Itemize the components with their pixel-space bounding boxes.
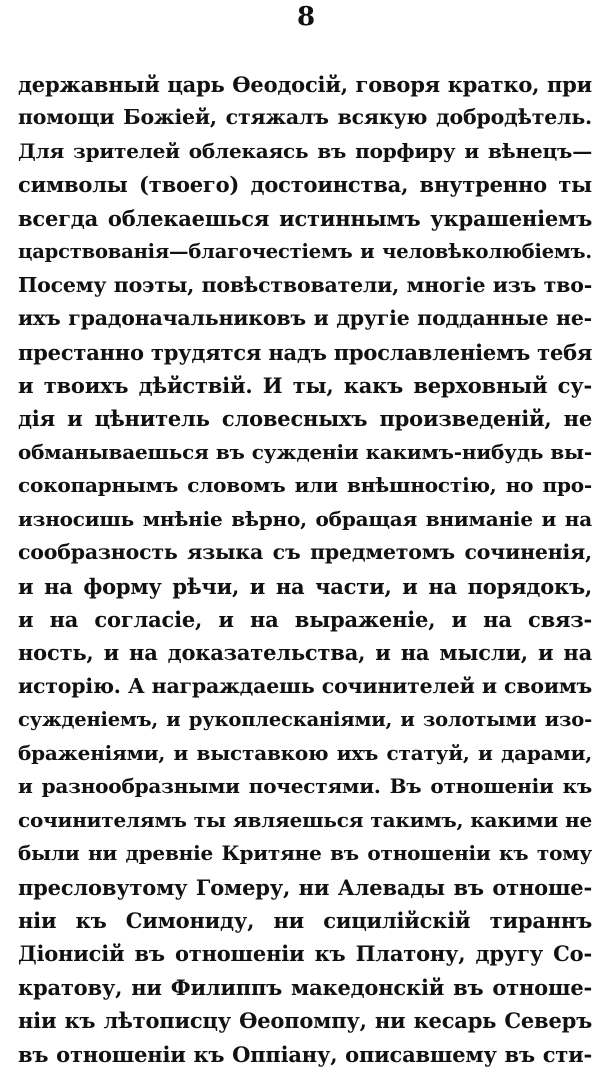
text-line: ніи къ лѣтописцу Өеопомпу, ни кесарь Северъ <box>18 1008 592 1034</box>
text-line: и на согласіе, и на выраженіе, и на связ- <box>18 607 592 632</box>
text-line: и разнообразными почестями. Въ отношеніи къ <box>18 774 592 799</box>
text-line: и твоихъ дѣйствій. И ты, какъ верховный су- <box>18 372 592 398</box>
text-line: ность, и на доказательства, и на мысли, и на <box>18 640 592 666</box>
text-line: исторію. А награждаешь сочинителей и своимъ <box>18 673 592 698</box>
text-line: сокопарнымъ словомъ или внѣшностію, но про- <box>18 473 592 498</box>
text-line: Для зрителей облекаясь въ порфиру и вѣнецъ— <box>18 138 592 163</box>
text-line: дія и цѣнитель словесныхъ произведеній, не <box>18 406 592 432</box>
text-line: ніи къ Симониду, ни сицилійскій тираннъ <box>18 907 592 933</box>
text-line: символы (твоего) достоинства, внутренно ты <box>18 172 592 198</box>
text-line: въ отношеніи къ Оппіану, описавшему въ сти- <box>18 1041 592 1067</box>
text-line: кратову, ни Филиппъ македонскій въ отноше- <box>18 974 592 1000</box>
text-line: Посему поэты, повѣствователи, многіе изъ твο- <box>18 272 592 297</box>
text-line: сужденіемъ, и рукоплесканіями, и золотыми изо- <box>18 708 592 732</box>
text-line: сообразность языка съ предметомъ сочиненія, <box>18 540 592 565</box>
page-text-body <box>18 68 592 1071</box>
text-line: державный царь Өеодосій, говоря кратко, при <box>18 72 592 97</box>
text-line: сочинителямъ ты являешься такимъ, какими не <box>18 807 592 832</box>
page-number: 8 <box>296 2 316 32</box>
text-line: помощи Божіей, стяжалъ всякую добродѣтель. <box>18 105 592 130</box>
text-line: престанно трудятся надъ прославленіемъ тебя <box>18 339 592 365</box>
text-line: и на форму рѣчи, и на части, и на порядокъ, <box>18 573 592 599</box>
text-line: царствованія—благочестіемъ и человѣколюбіемъ. <box>18 240 592 264</box>
text-line: браженіями, и выставкою ихъ статуй, и дарами, <box>18 740 592 765</box>
text-line: износишь мнѣніе вѣрно, обращая вниманіе и на <box>18 506 592 531</box>
text-line: обманываешься въ сужденіи какимъ-нибудь вы- <box>18 439 592 464</box>
text-line: пресловутому Гомеру, ни Алевады въ отноше- <box>18 874 592 900</box>
text-line: Діонисій въ отношеніи къ Платону, другу Со- <box>18 941 592 967</box>
text-line: всегда облекаешься истиннымъ украшеніемъ <box>18 205 592 231</box>
text-line: были ни древніе Критяне въ отношеніи къ тому <box>18 841 592 866</box>
text-line: ихъ градоначальниковъ и другіе подданные не- <box>18 306 592 331</box>
